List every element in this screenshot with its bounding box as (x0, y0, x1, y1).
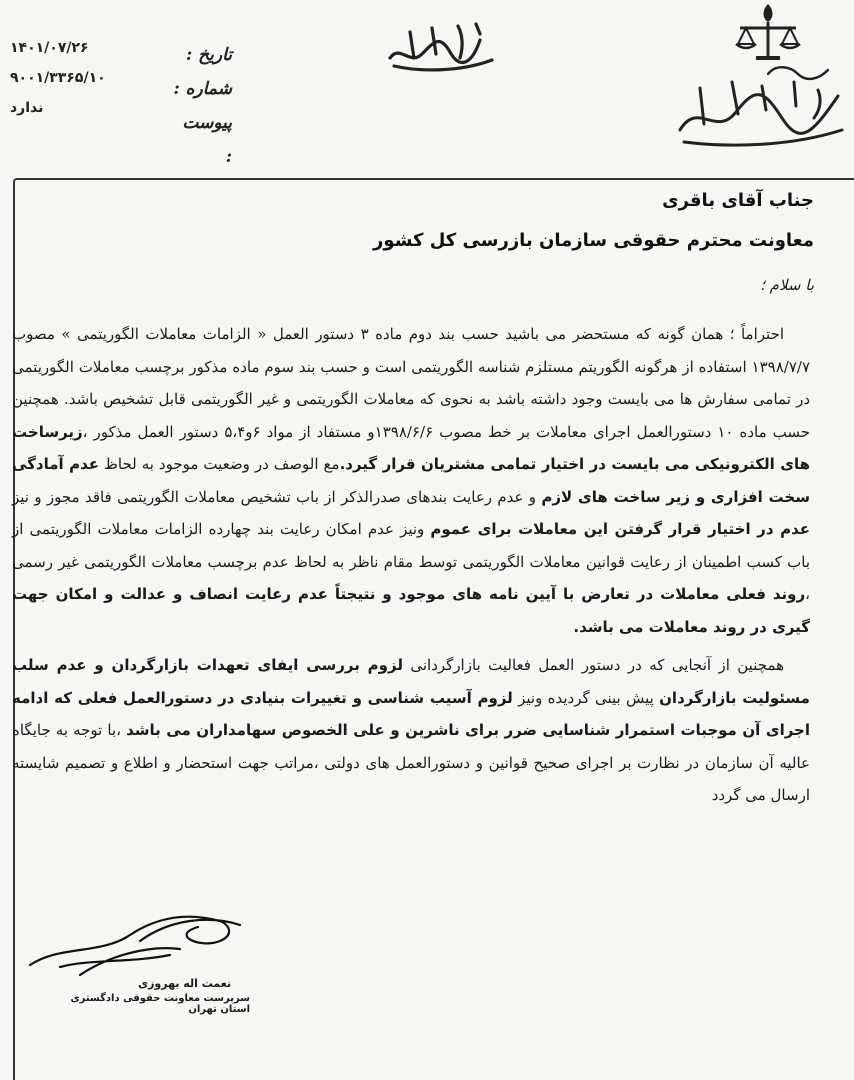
signatory-name: نعمت اله بهروزی (138, 977, 232, 990)
letter-meta-labels (172, 38, 232, 174)
date-value: ۱۴۰۱/۰۷/۲۶ (10, 40, 89, 56)
p1-text-c: مع الوصف در وضعیت موجود به لحاظ (104, 455, 340, 473)
paragraph-1 (12, 318, 810, 643)
org-calligraphy-logo (672, 60, 848, 150)
recipient-line-2: معاونت محترم حقوقی سازمان بازرسی کل کشور (373, 230, 814, 251)
p1-text-e: ونیز عدم امکان رعایت بند چهارده الزامات معاملات الگوریتمی از باب کسب اطمینان از رعایت قوانین معاملات الگوریتمی توسط مقام ناظر به لحاظ عدم برچسب معاملات الگوریتمی غیر رسمی ، (12, 520, 810, 603)
letter-meta-values (10, 33, 130, 123)
number-value: ۹۰۰۱/۳۳۶۵/۱۰ (10, 70, 106, 86)
p1-text-d: و عدم رعایت بندهای صدرالذکر از باب تشخیص معاملات الگوریتمی فاقد مجوز و نیز (12, 487, 537, 506)
p1-bold-4: روند فعلی معاملات در تعارض با آیین نامه های موجود و نتیجتاً عدم رعایت انصاف و عدالت و امکان جهت گیری در روند معاملات می باشد. (12, 585, 810, 636)
handwritten-signature-icon (20, 905, 260, 980)
p1-bold-1: زیرساخت های الکترونیکی می بایست در اختیار تمامی مشتریان قرار گیرد. (12, 422, 810, 473)
p2-text-a: همچنین از آنجایی که در دستور العمل فعالیت بازارگردانی (410, 656, 785, 674)
p2-bold-2: لزوم آسیب شناسی و تغییرات بنیادی در دستورالعمل فعلی که ادامه اجرای آن موجبات استمرار شناسایی ضرر برای ناشرین و علی الخصوص سهامداران می باشد (12, 688, 810, 739)
attachment-label: پیوست : (182, 113, 232, 167)
p1-bold-2: عدم آمادگی سخت افزاری و زیر ساخت های لازم (12, 455, 810, 506)
letter-body (12, 318, 810, 812)
paragraph-2 (12, 649, 810, 812)
judiciary-emblem-icon (732, 0, 804, 66)
p1-text-a: احتراماً ؛ همان گونه که مستحضر می باشید حسب بند دوم ماده ۳ دستور العمل « الزامات معاملات الگوریتمی » مصوب ۱۳۹۸/۷/۷ استفاده از هرگونه الگوریتم مستلزم شناسه الگوریتمی است و حسب بند سوم ماده مذکور برچسب معاملات الگوریتمی در تمامی سفارش ها می بایست وجود داشته باشد به نحوی که معاملات الگوریتمی و غیر الگوریتمی قابل تشخیص باشد. همچنین حسب ماده ۱۰ دستورالعمل اجرای معاملات بر خط مصوب ۱۳۹۸/۶/۶و مستفاد از مواد ۶و۵،۴ دستور العمل مذکور ، (12, 325, 810, 441)
p2-text-c: پیش بینی گردیده ونیز (518, 688, 654, 707)
recipient-line-1: جناب آقای باقری (662, 190, 814, 211)
bismillah-calligraphy-icon (380, 14, 500, 74)
p2-bold-1: لزوم بررسی ایفای تعهدات بازارگردان و عدم سلب مسئولیت بازارگردان (12, 656, 810, 707)
p2-text-d: ،با توجه به جایگاه عالیه آن سازمان در نظارت بر اجرای صحیح قوانین و دستورالعمل های دولتی ،مراتب جهت استحضار و اطلاع و تصمیم شایسته ارسال می گردد (12, 721, 810, 804)
signatory-title: سرپرست معاونت حقوقی دادگستری استان تهران (70, 993, 250, 1015)
number-label: شماره : (173, 79, 232, 99)
p1-bold-3: عدم در اختیار قرار گرفتن این معاملات برای عموم (430, 520, 810, 538)
greeting: با سلام ؛ (760, 276, 814, 294)
attachment-value: ندارد (10, 100, 44, 116)
date-label: تاریخ : (185, 45, 232, 65)
